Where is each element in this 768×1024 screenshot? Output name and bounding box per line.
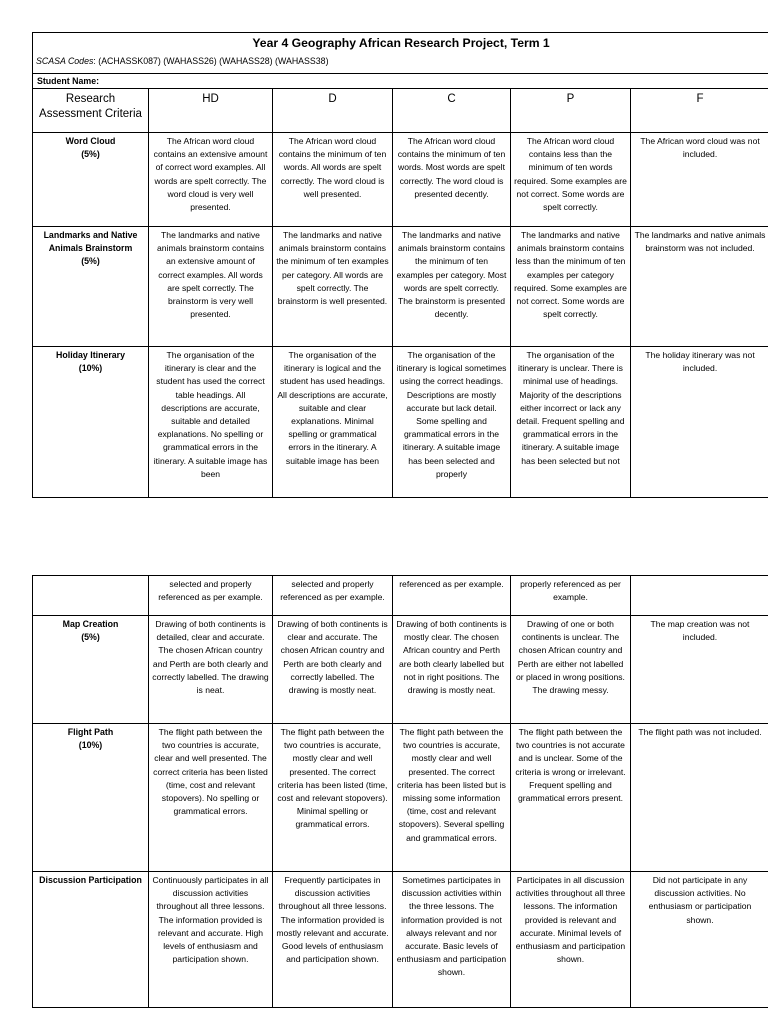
- criterion-cell: [33, 576, 149, 616]
- rubric-table-top: [32, 32, 768, 498]
- criterion-cell: [33, 616, 149, 724]
- student-name-row: [33, 74, 768, 89]
- student-name-label: Student Name:: [33, 74, 768, 89]
- cell-c: referenced as per example.: [393, 576, 511, 616]
- cell-p: [511, 347, 631, 498]
- header-c: C: [393, 89, 511, 133]
- cell-c: The landmarks and native animals brainstorm contains the minimum of ten examples per category. Most words are spelt correctly. The brainstorm is presented decently.: [393, 227, 511, 347]
- cell-hd: Drawing of both continents is detailed, clear and accurate. The chosen African country and Perth are both clearly and correctly labelled. The drawing is neat.: [149, 616, 273, 724]
- cell-d: selected and properly referenced as per example.: [273, 576, 393, 616]
- row-continuation: [33, 576, 768, 616]
- cell-p: Participates in all discussion activities throughout all three lessons. The information provided is relevant and accurate. Minimal levels of enthusiasm and participation shown.: [511, 872, 631, 1008]
- row-discussion-participation: [33, 872, 768, 1008]
- cell-p: The African word cloud contains less than the minimum of ten words required. Some examples are not correct. Some words are spelt correctly.: [511, 133, 631, 227]
- cell-f: The African word cloud was not included.: [631, 133, 768, 227]
- criterion-name: Flight Path: [67, 727, 114, 737]
- criterion-weight: (10%): [78, 740, 103, 751]
- cell-c-text: The organisation of the itinerary is logical sometimes using the correct headings. Descriptions are mostly accurate but lack detail. Some spelling and grammatical errors in the itinerary. A suitable image has been selected and properly: [396, 350, 507, 479]
- cell-c: The African word cloud contains the minimum of ten words. Most words are spelt correctly. The word cloud is presented decently.: [393, 133, 511, 227]
- cell-d: Drawing of both continents is clear and accurate. The chosen African country and Perth are both clearly and correctly labelled. The drawing is mostly neat.: [273, 616, 393, 724]
- header-p: P: [511, 89, 631, 133]
- criterion-cell: [33, 724, 149, 872]
- cell-d: The African word cloud contains the minimum of ten words. All words are spelt correctly. The word cloud is well presented.: [273, 133, 393, 227]
- cell-p: The flight path between the two countries is not accurate and is unclear. Some of the criteria is wrong or irrelevant. Frequent spelling and grammatical errors present.: [511, 724, 631, 872]
- criterion-cell: [33, 133, 149, 227]
- cell-d-text: The organisation of the itinerary is logical and the student has used headings. All descriptions are accurate, suitable and clear explanations. Minimal spelling or grammatical errors in the itinerary. A suitable image has been: [277, 350, 388, 466]
- criterion-cell: [33, 347, 149, 498]
- cell-f: The landmarks and native animals brainstorm was not included.: [631, 227, 768, 347]
- header-criteria: Research Assessment Criteria: [33, 89, 149, 133]
- header-d: D: [273, 89, 393, 133]
- cell-hd: The landmarks and native animals brainstorm contains an extensive amount of correct examples. All words are spelt correctly. The brainstorm is very well presented.: [149, 227, 273, 347]
- cell-hd: Continuously participates in all discussion activities throughout all three lessons. The information provided is relevant and accurate. High levels of enthusiasm and participation shown.: [149, 872, 273, 1008]
- criterion-name: Landmarks and Native Animals Brainstorm: [43, 230, 138, 254]
- cell-p: Drawing of one or both continents is unclear. The chosen African country and Perth are either not labelled or placed in wrong positions. The drawing messy.: [511, 616, 631, 724]
- cell-hd: The flight path between the two countries is accurate, clear and well presented. The correct criteria has been listed (time, cost and relevant stopovers). No spelling or grammatical errors.: [149, 724, 273, 872]
- criterion-name: Word Cloud: [65, 136, 116, 146]
- row-word-cloud: [33, 133, 768, 227]
- cell-f: The flight path was not included.: [631, 724, 768, 872]
- cell-hd: selected and properly referenced as per example.: [149, 576, 273, 616]
- criterion-cell: [33, 872, 149, 1008]
- cell-hd: [149, 347, 273, 498]
- rubric-page-1: [32, 32, 768, 498]
- cell-hd-text: The organisation of the itinerary is clear and the student has used the correct table headings. All descriptions are accurate, suitable and detailed explanations. No spelling or grammatical errors in the itinerary. A suitable image has been: [153, 350, 268, 479]
- cell-hd: The African word cloud contains an extensive amount of correct word examples. All words are spelt correctly. The word cloud is very well presented.: [149, 133, 273, 227]
- codes-value: : (ACHASSK087) (WAHASS26) (WAHASS28) (WAHASS38): [93, 56, 329, 66]
- cell-d: The flight path between the two countries is accurate, mostly clear and well presented. The correct criteria has been listed (time, cost and relevant stopovers). Minimal spelling or grammatical errors.: [273, 724, 393, 872]
- cell-c: Sometimes participates in discussion activities within the three lessons. The information provided is not always relevant and nor accurate. Basic levels of enthusiasm and participation shown.: [393, 872, 511, 1008]
- header-hd: HD: [149, 89, 273, 133]
- title-row: [33, 33, 768, 74]
- cell-p: The landmarks and native animals brainstorm contains less than the minimum of ten examples per category required. Some examples are not correct. Some words are spelt correctly.: [511, 227, 631, 347]
- rubric-page-2: [32, 575, 768, 1008]
- codes-label: SCASA Codes: [36, 56, 94, 66]
- cell-d: [273, 347, 393, 498]
- criterion-name: Holiday Itinerary: [56, 350, 125, 360]
- cell-p: properly referenced as per example.: [511, 576, 631, 616]
- document-title: Year 4 Geography African Research Project, Term 1: [252, 36, 550, 50]
- cell-c: Drawing of both continents is mostly clear. The chosen African country and Perth are both clearly labelled but not in right positions. The drawing is mostly neat.: [393, 616, 511, 724]
- row-holiday-itinerary: [33, 347, 768, 498]
- rubric-table-bottom: [32, 575, 768, 1008]
- criterion-weight: (10%): [78, 363, 103, 374]
- cell-p-text: The organisation of the itinerary is unclear. There is minimal use of headings. Majority of the descriptions either incorrect or lack any detail. Frequent spelling and grammatical errors in the itinerary. A suitable image has been selected but not: [516, 350, 625, 466]
- criterion-weight: (5%): [81, 256, 100, 267]
- cell-d: The landmarks and native animals brainstorm contains the minimum of ten examples per category. All words are spelt correctly. The brainstorm is well presented.: [273, 227, 393, 347]
- row-flight-path: [33, 724, 768, 872]
- cell-d: Frequently participates in discussion activities throughout all three lessons. The information provided is mostly relevant and accurate. Good levels of enthusiasm and participation shown.: [273, 872, 393, 1008]
- cell-f: Did not participate in any discussion activities. No enthusiasm or participation shown.: [631, 872, 768, 1008]
- cell-c: The flight path between the two countries is accurate, mostly clear and well presented. The correct criteria has been listed but is missing some information (time, cost and relevant stopovers). Several spelling and grammatical errors.: [393, 724, 511, 872]
- criterion-name: Map Creation: [62, 619, 119, 629]
- header-row: [33, 89, 768, 133]
- cell-f: [631, 347, 768, 498]
- row-landmarks-brainstorm: [33, 227, 768, 347]
- criterion-name: Discussion Participation: [39, 875, 142, 885]
- scasa-codes: [33, 55, 768, 68]
- cell-f-text: The holiday itinerary was not included.: [645, 350, 755, 374]
- cell-f: The map creation was not included.: [631, 616, 768, 724]
- header-f: F: [631, 89, 768, 133]
- criterion-weight: (5%): [81, 632, 100, 643]
- cell-f: [631, 576, 768, 616]
- row-map-creation: [33, 616, 768, 724]
- criterion-weight: (5%): [81, 149, 100, 160]
- criterion-cell: [33, 227, 149, 347]
- cell-c: [393, 347, 511, 498]
